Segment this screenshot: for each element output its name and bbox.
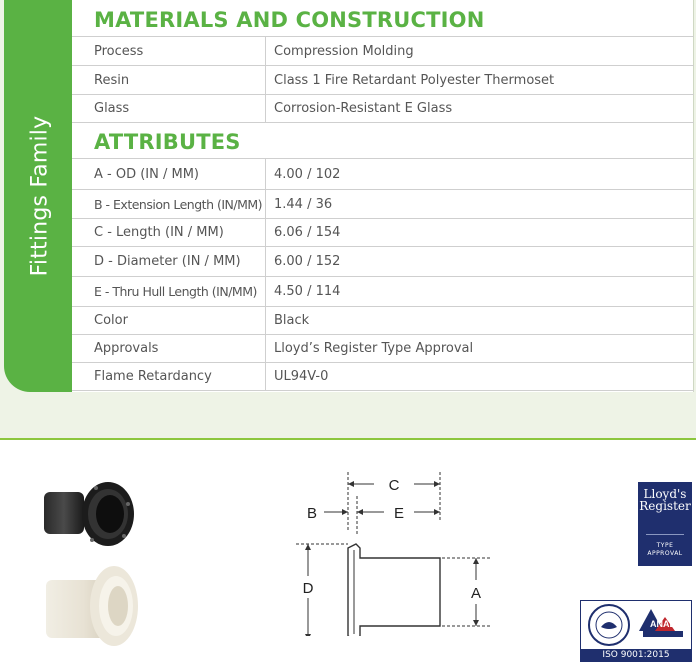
black-fitting-photo [36,478,136,552]
certification-seals [581,601,691,649]
column-divider [265,95,266,122]
row-key: Glass [94,101,130,116]
type-approval-text [638,542,692,558]
row-key: E - Thru Hull Length (IN/MM) [94,284,257,299]
table-row [72,219,694,247]
label-e: E [393,505,405,522]
row-key: Process [94,43,144,59]
label-b: B [306,505,318,522]
row-value: 1.44 / 36 [274,196,333,212]
approval-text: APPROVAL [647,550,683,557]
table-row [72,37,694,66]
row-value: 6.00 / 152 [274,254,341,269]
label-a: A [470,585,482,602]
row-key: C - Length (IN / MM) [94,225,224,240]
column-divider [265,335,266,362]
column-divider [265,247,266,276]
row-key: B - Extension Length (IN/MM) [94,196,263,212]
row-key: Resin [94,72,130,88]
row-key: Flame Retardancy [94,369,212,384]
table-row [72,363,694,391]
materials-section-title: MATERIALS AND CONSTRUCTION [94,8,485,32]
column-divider [265,363,266,390]
table-row [72,307,694,335]
label-c: C [388,477,400,494]
attributes-section-title: ATTRIBUTES [94,130,241,154]
type-text: TYPE [656,542,674,549]
row-value: UL94V-0 [274,369,329,384]
side-tab-label: Fittings Family [27,115,53,277]
column-divider [265,277,266,306]
label-d: D [302,580,314,597]
row-value: Class 1 Fire Retardant Polyester Thermoset [274,72,555,88]
row-value: 6.06 / 154 [274,225,341,240]
row-key: Color [94,313,128,328]
table-row [72,247,694,277]
column-divider [265,190,266,218]
row-key: D - Diameter (IN / MM) [94,254,241,269]
row-value: 4.00 / 102 [274,166,341,182]
side-tab [4,0,72,392]
register-name-line: Register [639,499,691,513]
column-divider [265,307,266,334]
iso-standard-label: ISO 9001:2015 [581,649,691,661]
column-divider [265,66,266,94]
white-fitting-photo [40,562,140,652]
row-value: 4.50 / 114 [274,284,341,299]
fitting-dimension-diagram [296,466,492,636]
anab-text: ANAB [650,619,676,629]
column-divider [265,37,266,65]
table-row [72,335,694,363]
spec-table [72,0,694,392]
lloyds-register-wordmark [638,488,692,512]
column-divider [265,159,266,189]
row-value: Black [274,313,310,328]
lloyds-name-line: Lloyd's [643,487,687,501]
row-key: Approvals [94,341,159,356]
iso-certification-logo [580,600,692,662]
table-row [72,66,694,95]
logo-divider [646,534,684,535]
table-row [72,190,694,219]
column-divider [265,219,266,246]
row-value: Corrosion-Resistant E Glass [274,101,453,116]
lloyds-register-logo [638,482,692,566]
table-row [72,277,694,307]
table-row [72,95,694,123]
row-value: Lloyd’s Register Type Approval [274,341,474,356]
table-row [72,159,694,190]
row-value: Compression Molding [274,43,414,59]
row-key: A - OD (IN / MM) [94,166,200,182]
